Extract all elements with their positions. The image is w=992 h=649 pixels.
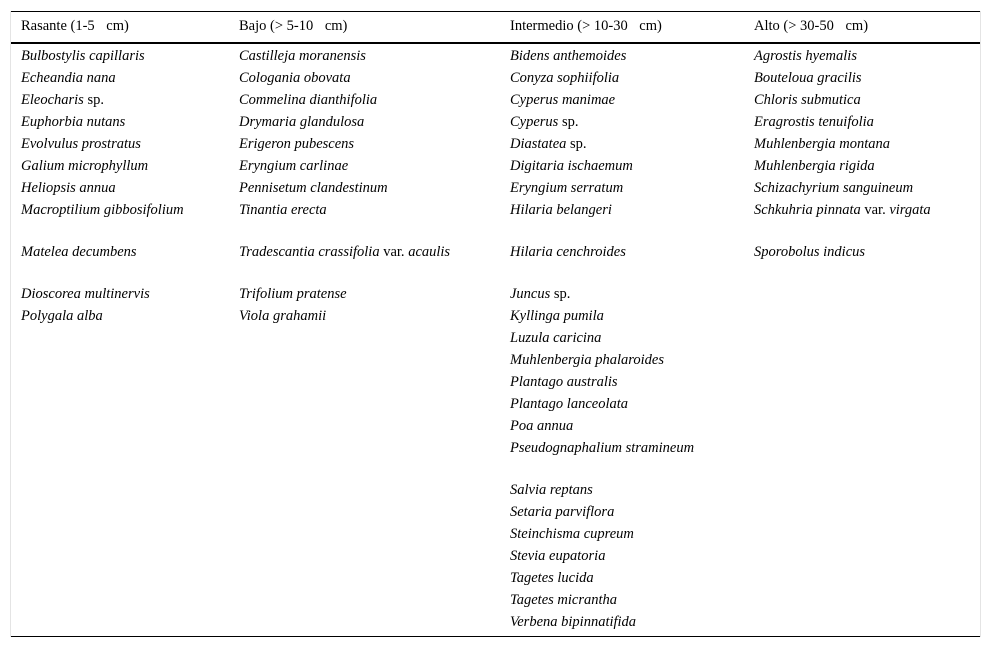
species-cell bbox=[510, 241, 730, 283]
species-name: Plantago lanceolata bbox=[510, 396, 628, 412]
species-cell bbox=[754, 111, 979, 133]
species-name: Bulbostylis capillaris bbox=[21, 48, 145, 64]
species-name: Erigeron pubescens bbox=[239, 136, 355, 152]
species-cell bbox=[239, 155, 479, 177]
species-cell bbox=[21, 283, 221, 305]
species-name: Poa annua bbox=[510, 418, 574, 434]
species-name: Trifolium pratense bbox=[239, 286, 347, 302]
species-cell bbox=[21, 89, 221, 111]
species-qualifier: sp. bbox=[566, 136, 587, 152]
species-cell bbox=[754, 133, 979, 155]
species-cell bbox=[239, 67, 479, 89]
species-cell bbox=[754, 89, 979, 111]
header-alto: Alto (> 30-50 cm) bbox=[754, 18, 869, 34]
species-name: Plantago australis bbox=[510, 374, 618, 390]
species-cell bbox=[510, 155, 730, 177]
column-alto bbox=[754, 45, 979, 283]
species-variety: acaulis bbox=[408, 244, 451, 260]
species-cell bbox=[754, 241, 979, 283]
species-cell bbox=[510, 327, 730, 349]
species-cell bbox=[510, 393, 730, 415]
table-header bbox=[11, 11, 980, 42]
species-name: Commelina dianthifolia bbox=[239, 92, 378, 108]
species-name: Schkuhria pinnata bbox=[754, 202, 861, 218]
species-name: Muhlenbergia phalaroides bbox=[510, 352, 664, 368]
column-bajo bbox=[239, 45, 479, 327]
species-name: Dioscorea multinervis bbox=[21, 286, 150, 302]
species-name: Steinchisma cupreum bbox=[510, 526, 634, 542]
species-cell bbox=[510, 67, 730, 89]
species-cell bbox=[510, 589, 730, 611]
species-cell bbox=[239, 241, 479, 283]
species-cell bbox=[754, 155, 979, 177]
species-cell bbox=[21, 199, 221, 241]
species-name: Diastatea bbox=[510, 136, 567, 152]
header-bajo: Bajo (> 5-10 cm) bbox=[239, 18, 348, 34]
species-name: Polygala alba bbox=[21, 308, 103, 324]
species-name: Eryngium serratum bbox=[510, 180, 624, 196]
species-variety: virgata bbox=[889, 202, 931, 218]
species-name: Salvia reptans bbox=[510, 482, 593, 498]
species-cell bbox=[754, 199, 979, 241]
species-cell bbox=[239, 133, 479, 155]
species-name: Eleocharis bbox=[21, 92, 84, 108]
species-qualifier: sp. bbox=[550, 286, 571, 302]
species-qualifier: sp. bbox=[558, 114, 579, 130]
species-name: Juncus bbox=[510, 286, 551, 302]
species-name: Pennisetum clandestinum bbox=[239, 180, 388, 196]
species-cell bbox=[510, 523, 730, 545]
species-name: Viola grahamii bbox=[239, 308, 327, 324]
species-cell bbox=[754, 67, 979, 89]
species-name: Verbena bipinnatifida bbox=[510, 614, 637, 630]
species-cell bbox=[754, 177, 979, 199]
species-name: Matelea decumbens bbox=[21, 244, 137, 260]
species-cell bbox=[510, 545, 730, 567]
species-cell bbox=[239, 111, 479, 133]
species-name: Luzula caricina bbox=[510, 330, 602, 346]
species-cell bbox=[510, 479, 730, 501]
species-qualifier: sp. bbox=[83, 92, 104, 108]
table-bottom-rule bbox=[11, 636, 980, 637]
species-name: Hilaria cenchroides bbox=[510, 244, 626, 260]
species-cell bbox=[239, 177, 479, 199]
species-name: Echeandia nana bbox=[21, 70, 116, 86]
species-name: Chloris submutica bbox=[754, 92, 861, 108]
species-name: Conyza sophiifolia bbox=[510, 70, 620, 86]
species-name: Bouteloua gracilis bbox=[754, 70, 862, 86]
species-cell bbox=[510, 283, 730, 305]
species-name: Agrostis hyemalis bbox=[754, 48, 857, 64]
species-name: Digitaria ischaemum bbox=[510, 158, 633, 174]
species-name: Eryngium carlinae bbox=[239, 158, 349, 174]
species-cell bbox=[239, 89, 479, 111]
species-cell bbox=[239, 283, 479, 305]
species-cell bbox=[510, 415, 730, 437]
species-cell bbox=[21, 111, 221, 133]
species-name: Pseudognaphalium stramineum bbox=[510, 440, 695, 456]
species-cell bbox=[754, 45, 979, 67]
species-name: Euphorbia nutans bbox=[21, 114, 126, 130]
species-cell bbox=[510, 111, 730, 133]
species-name: Tradescantia crassifolia bbox=[239, 244, 380, 260]
species-cell bbox=[510, 371, 730, 393]
species-cell bbox=[510, 45, 730, 67]
species-name: Galium microphyllum bbox=[21, 158, 149, 174]
species-name: Castilleja moranensis bbox=[239, 48, 366, 64]
species-name: Muhlenbergia rigida bbox=[754, 158, 875, 174]
species-cell bbox=[510, 199, 730, 241]
species-cell bbox=[239, 199, 479, 241]
species-name: Heliopsis annua bbox=[21, 180, 116, 196]
species-cell bbox=[21, 177, 221, 199]
species-qualifier: var. bbox=[860, 202, 890, 218]
table-header-rule bbox=[11, 42, 980, 44]
species-name: Eragrostis tenuifolia bbox=[754, 114, 874, 130]
species-cell bbox=[239, 305, 479, 327]
species-name: Kyllinga pumila bbox=[510, 308, 604, 324]
species-cell bbox=[510, 501, 730, 523]
species-cell bbox=[21, 155, 221, 177]
species-cell bbox=[510, 349, 730, 371]
species-name: Tagetes micrantha bbox=[510, 592, 618, 608]
column-intermedio bbox=[510, 45, 730, 633]
species-cell bbox=[510, 89, 730, 111]
species-name: Bidens anthemoides bbox=[510, 48, 627, 64]
species-name: Evolvulus prostratus bbox=[21, 136, 141, 152]
species-name: Sporobolus indicus bbox=[754, 244, 866, 260]
species-cell bbox=[21, 45, 221, 67]
species-name: Cyperus manimae bbox=[510, 92, 616, 108]
species-name: Schizachyrium sanguineum bbox=[754, 180, 914, 196]
species-name: Cologania obovata bbox=[239, 70, 351, 86]
species-cell bbox=[510, 177, 730, 199]
species-name: Cyperus bbox=[510, 114, 559, 130]
species-name: Hilaria belangeri bbox=[510, 202, 612, 218]
species-cell bbox=[510, 437, 730, 479]
species-cell bbox=[21, 241, 221, 283]
species-name: Setaria parviflora bbox=[510, 504, 615, 520]
species-name: Macroptilium gibbosifolium bbox=[21, 202, 184, 218]
species-name: Drymaria glandulosa bbox=[239, 114, 365, 130]
species-qualifier: var. bbox=[379, 244, 409, 260]
species-cell bbox=[510, 305, 730, 327]
species-cell bbox=[21, 305, 221, 327]
species-name: Tinantia erecta bbox=[239, 202, 327, 218]
species-name: Tagetes lucida bbox=[510, 570, 594, 586]
species-name: Stevia eupatoria bbox=[510, 548, 606, 564]
species-name: Muhlenbergia montana bbox=[754, 136, 890, 152]
species-cell bbox=[21, 133, 221, 155]
header-intermedio: Intermedio (> 10-30 cm) bbox=[510, 18, 662, 34]
species-cell bbox=[510, 133, 730, 155]
column-rasante bbox=[21, 45, 221, 327]
species-table bbox=[10, 11, 981, 637]
species-cell bbox=[510, 567, 730, 589]
header-rasante: Rasante (1-5 cm) bbox=[21, 18, 129, 34]
species-cell bbox=[510, 611, 730, 633]
species-cell bbox=[239, 45, 479, 67]
species-cell bbox=[21, 67, 221, 89]
